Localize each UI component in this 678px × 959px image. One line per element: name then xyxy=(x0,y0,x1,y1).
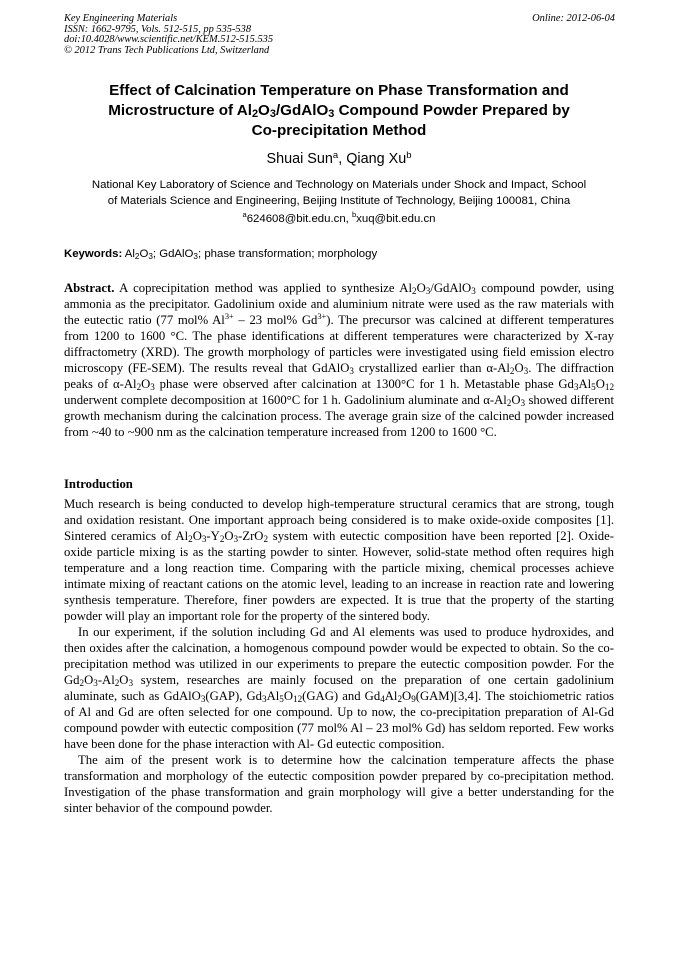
affiliation-line-2: of Materials Science and Engineering, Beijing Institute of Technology, Beijing 100081, China xyxy=(107,195,571,207)
section-heading-introduction: Introduction xyxy=(64,477,133,491)
paper-title xyxy=(70,81,608,141)
abstract-label: Abstract. xyxy=(64,281,115,295)
journal-name: Key Engineering Materials xyxy=(64,13,178,24)
email-a: 624608@bit.edu.cn, xyxy=(246,213,352,225)
affiliation-line-1: National Key Laboratory of Science and Technology on Materials under Shock and Impact, School xyxy=(91,179,587,191)
issn-line: ISSN: 1662-9795, Vols. 512-515, pp 535-538 xyxy=(64,23,252,35)
author-2: Qiang Xu xyxy=(346,151,407,167)
affiliation xyxy=(64,177,614,209)
intro-paragraph-1: Much research is being conducted to develop high-temperature structural ceramics that are strong, tough and oxidation resistant. One important approach being considered is to make oxide-oxide composites [1]. Sintered ceramics of $Al_2O_3-Y_2O_3-ZrO_2$ system with eutectic composition have been reported [2]. Oxide-oxide particle mixing is as the starting powder to sinter. However, solid-state method often requires high temperature and a long reaction time. Comparing with the particle mixing, chemical processes achieve intimate mixing of reactant cations on the atomic level, leading to an increase in reaction rate and lowering synthesis temperature. Therefore, finer powders are expected. It is true that the property of the starting powder will play an important role for the property of the sintered body. xyxy=(64,497,614,623)
introduction-body xyxy=(64,496,614,816)
title-line-3: Co-precipitation Method xyxy=(251,122,427,139)
abstract: Abstract. A coprecipitation method was applied to synthesize $Al_2O_3/GdAlO_3$ compound powder, using ammonia as the precipitator. Gadolinium oxide and aluminium nitrate were used as the raw materials with the eutectic ratio (77 mol% $Al^{3+} - 23$ mol% $Gd^{3+}$). The precursor was calcined at different temperatures from 1200 to 1600 °C. The phase identifications at different temperatures were characterized by X-ray diffractometry (XRD). The growth morphology of particles were investigated using field emission electro microscopy (FE-SEM). The results reveal that GdAlO$_3$ crystallized earlier than $\alpha-Al_2O_3$. The diffraction peaks of $\alpha-Al_2O_3$ phase were observed after calcination at 1300°C for 1 h. Metastable phase $Gd_3Al_5O_{12}$ underwent complete decomposition at 1600°C for 1 h. Gadolinium aluminate and $\alpha-Al_2O_3$ showed different growth mechanism during the calcination process. The average grain size of the calcined powder increased from ~40 to ~900 nm as the calcination temperature increased from 1200 to 1600 °C. xyxy=(64,281,614,439)
intro-paragraph-3: The aim of the present work is to determine how the calcination temperature affects the phase transformation and morphology of the eutectic composition powder prepared by co-precipitation method. Investigation of the phase transformation and grain morphology will give a better understanding for the sinter behavior of the compound powder. xyxy=(64,753,614,815)
title-line-1: Effect of Calcination Temperature on Phase Transformation and xyxy=(109,82,569,99)
keywords: Keywords: $Al_2O_3$; GdAlO$_3$; phase transformation; morphology xyxy=(64,248,378,261)
online-date: Online: 2012-06-04 xyxy=(532,13,615,24)
doi-line: doi:10.4028/www.scientific.net/KEM.512-515.535 xyxy=(64,34,274,46)
email-b: xuq@bit.edu.cn xyxy=(356,213,436,225)
author-list: Shuai Sun$^a$, Qiang Xu$^b$ xyxy=(266,150,412,167)
journal-header xyxy=(64,14,484,56)
keywords-label: Keywords: xyxy=(64,248,123,260)
title-line-2: Microstructure of $Al_2O_3/GdAlO_3$ Compound Powder Prepared by xyxy=(108,102,570,120)
author-emails: $^a$624608@bit.edu.cn, $^b$xuq@bit.edu.cn xyxy=(242,210,436,225)
author-1: Shuai Sun xyxy=(266,151,333,167)
copyright-line: © 2012 Trans Tech Publications Ltd, Switzerland xyxy=(64,44,270,56)
intro-paragraph-2: In our experiment, if the solution including Gd and Al elements was used to produce hydroxides, and then oxides after the calcination, a homogenous compound powder would be expected to obtain. So the co-precipitation method was utilized in our experiments to prepare the eutectic composition powder. For the $Gd_2O_3-Al_2O_3$ system, researches are mainly focused on the preparation of one certain gadolinium aluminate, such as GdAlO$_3$(GAP), $Gd_3Al_5O_{12}(GAG)$ and $Gd_4Al_2O_9(GAM)[3,4]$. The stoichiometric ratios of Al and Gd are often selected for one compound. Up to now, the co-precipitation preparation of Al-Gd compound powder with eutectic composition (77 mol% Al – 23 mol% Gd) has seldom reported. Few works have been done for the phase interaction with Al- Gd eutectic composition. xyxy=(64,625,614,751)
